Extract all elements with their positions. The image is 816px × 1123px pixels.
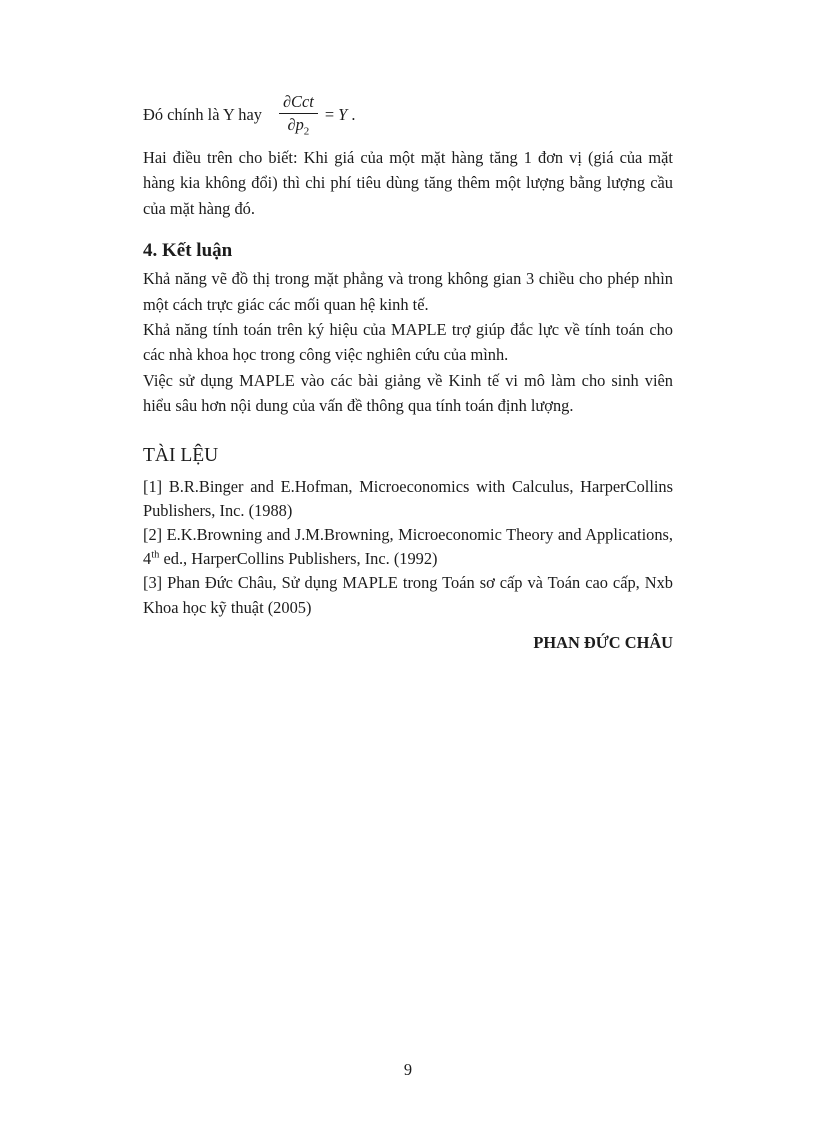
equals-sign: = <box>324 105 339 125</box>
reference-item <box>143 523 673 571</box>
fraction <box>279 92 318 138</box>
formula-prefix-text: Đó chính là Y hay <box>143 105 262 125</box>
intro-paragraph: Hai điều trên cho biết: Khi giá của một mặt hàng tăng 1 đơn vị (giá của mặt hàng kia không đổi) thì chi phí tiêu dùng tăng thêm một lượng bằng lượng cầu của mặt hàng đó. <box>143 148 673 218</box>
denominator-base: ∂p <box>287 114 304 134</box>
formula-variable: Y <box>338 105 348 125</box>
formula-line <box>143 90 673 140</box>
formula-period: . <box>347 105 356 125</box>
references-heading: TÀI LỆU <box>143 444 219 466</box>
ordinal-superscript: th <box>151 549 160 561</box>
conclusion-heading: 4. Kết luận <box>143 240 233 262</box>
fraction-numerator: ∂Cct <box>279 92 318 114</box>
author-name: PHAN ĐỨC CHÂU <box>533 632 673 652</box>
reference-item: [1] B.R.Binger and E.Hofman, Microeconomics with Calculus, HarperCollins Publishers, Inc. (1988) <box>143 476 673 520</box>
conclusion-paragraph: Khả năng vẽ đồ thị trong mặt phẳng và trong không gian 3 chiều cho phép nhìn một cách trực giác các mối quan hệ kinh tế. <box>143 269 673 314</box>
conclusion-paragraph: Việc sử dụng MAPLE vào các bài giảng về Kinh tế vi mô làm cho sinh viên hiểu sâu hơn nội dung của vấn đề thông qua tính toán định lượng. <box>143 370 673 416</box>
denominator-subscript: 2 <box>303 124 310 137</box>
formula-suffix <box>325 102 356 127</box>
reference-text: [2] E.K.Browning and J.M.Browning, Microeconomic Theory and Applications, 4 <box>143 525 673 569</box>
conclusion-paragraph: Khả năng tính toán trên ký hiệu của MAPLE trợ giúp đắc lực về tính toán cho các nhà khoa học trong công việc nghiên cứu của mình. <box>143 320 673 365</box>
fraction-denominator <box>287 114 309 138</box>
reference-text: ed., HarperCollins Publishers, Inc. (1992) <box>159 549 438 569</box>
page-number: 9 <box>403 1060 413 1079</box>
page-content <box>143 0 673 672</box>
reference-item: [3] Phan Đức Châu, Sử dụng MAPLE trong Toán sơ cấp và Toán cao cấp, Nxb Khoa học kỹ thuật (2005) <box>143 573 673 617</box>
